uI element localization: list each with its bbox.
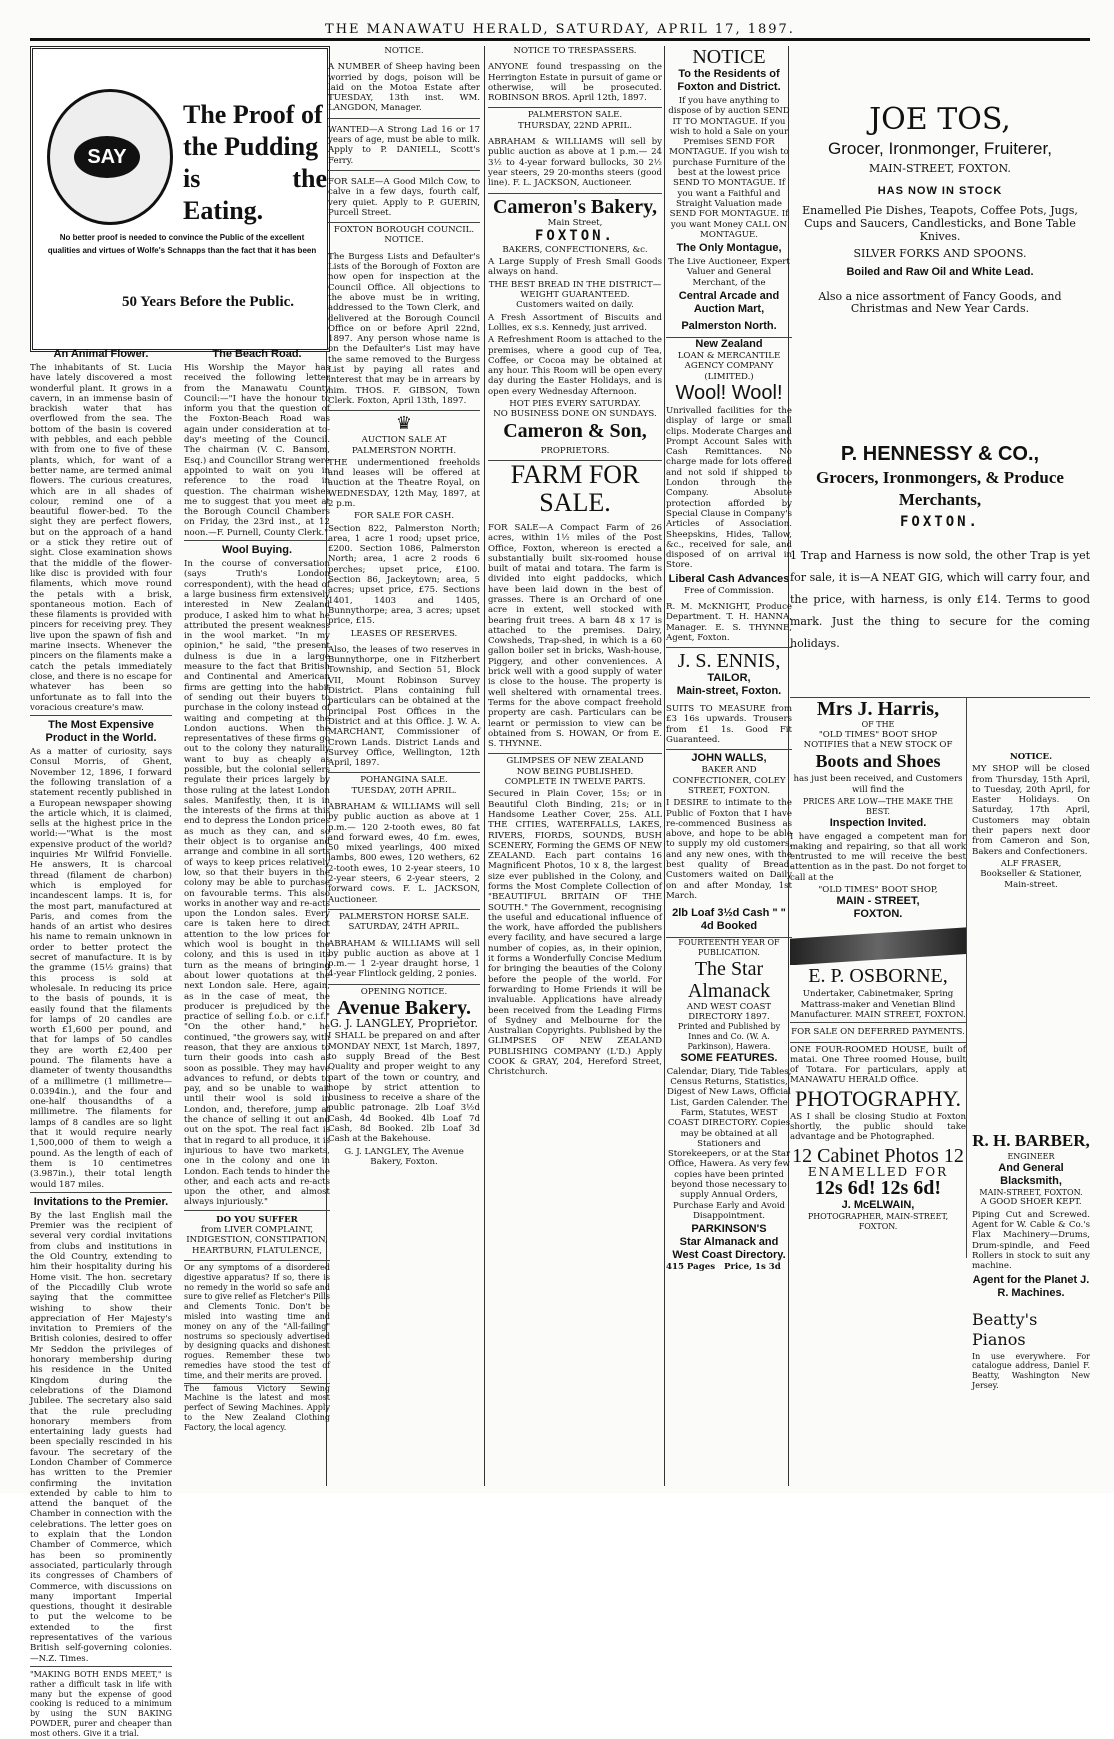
old-times-2: "OLD TIMES" BOOT SHOP,	[818, 885, 938, 896]
ad-line: The Proof of	[183, 100, 323, 129]
avenue-text: I SHALL be prepared on and after MONDAY NEXT, 1st March, 1897, to supply Bread of the Best Quality and proper weight to any part of the town or country, and hope by strict attention to business to receive a share of the public patronage. 2lb Loaf 3½d Cash, 4d Booked. 4lb Loaf 7d Cash, 8d Booked. 2lb Loaf 3d Cash at the Bakehouse.	[328, 1031, 480, 1145]
ad-subtitle: from LIVER COMPLAINT, INDIGESTION, CONSTIPATION, HEARTBURN, FLATULENCE,	[186, 1225, 328, 1256]
only-text: The Live Auctioneer, Expert Valuer and General Merchant, of the	[668, 257, 790, 288]
foxton: FOXTON.	[899, 514, 980, 530]
ad-body: No better proof is needed to convince the Public of the excellent qualities and virtues of Wolfe's Schnapps than the fact that it has been	[47, 233, 317, 255]
article-body: His Worship the Mayor has received the following letter from the Manawatu County Council:—"I have the honour to inform you that the question of the Foxton-Beach Road was again under consideration at to-day's meeting of the Council. The chairman (V. C. Bansom, Esq.) and Councillor Strang were appointed to wait on you in reference to the road in question. The chairman wishes me to suggest that you meet at the Borough Council Chambers on Friday, the 23rd inst., at 12 noon.—F. Purnell, County Clerk."	[184, 363, 330, 538]
palmerston: Palmerston North.	[666, 316, 792, 338]
of-the: OF THE	[861, 720, 895, 729]
parkinson: PARKINSON'S	[691, 1223, 767, 1236]
has-stock: HAS NOW IN STOCK	[877, 185, 1003, 197]
leases-text: Also, the leases of two reserves in Bunnythorpe, one in Fitzherbert Township, and Section 51, Block VII, Mount Robinson Survey District. Plans containing full particulars can be obtained at the principal Post Offices in the District and at this Office. J. W. A. MARCHANT, Commissioner of Crown Lands. District Lands and Survey Office, Wellington, 12th April, 1897.	[328, 641, 480, 774]
notifies: NOTIFIES that a NEW STOCK OF	[803, 740, 953, 751]
say-mouth: SAY	[74, 136, 140, 178]
features: SOME FEATURES.	[680, 1051, 778, 1064]
customers: Customers waited on daily.	[516, 300, 634, 311]
inspection: Inspection Invited.	[829, 816, 927, 829]
leases-title: LEASES OF RESERVES.	[350, 628, 458, 639]
price-12s: 12s 6d! 12s 6d!	[814, 1176, 942, 1199]
psale-title: PALMERSTON SALE.	[527, 110, 623, 121]
article-title: The Beach Road.	[212, 348, 302, 360]
trespass-title: NOTICE TO TRESPASSERS.	[513, 46, 637, 56]
langley-sign: G. J. LANGLEY, The Avenue Bakery, Foxton.	[344, 1146, 464, 1167]
loan-text: Unrivalled facilities for the display of large or small clips. Moderate Charges and Prompt Account Sales with Cash Remittances. No charge made for lots offered and not sold if shipped to London through the Company. Absolute protection afforded by Special Clause in Company's Articles of Association. Sheepskins, Hides, Tallow, &c., received for sale, and disposed of on arrival in Store.	[666, 405, 792, 571]
liver-ad	[184, 1210, 330, 1261]
column-1a	[30, 348, 172, 1738]
fraser-block	[972, 698, 1090, 1393]
oil: Boiled and Raw Oil and White Lead.	[846, 266, 1034, 278]
schnapps-ad-frame	[30, 46, 330, 352]
header-rule	[30, 38, 1090, 41]
column-rule	[664, 46, 665, 1486]
house-text: ONE FOUR-ROOMED HOUSE, built of matai. One Three roomed House, built of Totara. For particulars, apply at MANAWATU HERALD Office.	[790, 1044, 966, 1086]
hotpies: HOT PIES EVERY SATURDAY.	[509, 399, 641, 410]
foxton-2: FOXTON.	[853, 908, 903, 921]
main-street-foxton: Main-street, Foxton.	[676, 685, 782, 698]
nz: New Zealand	[695, 338, 763, 351]
agents: R. M. McKNIGHT, Produce Department. T. H. HANNA, Manager. E. S. THYNNE, Agent, Foxton.	[666, 598, 792, 648]
published: NOW BEING PUBLISHED.	[516, 766, 634, 777]
schnapps-ad	[30, 46, 330, 346]
liver-ad-body: Or any symptoms of a disordered digestive apparatus? If so, there is no remedy in the world so safe and sure to give relief as Fletcher's Pills and Clements Tonic. Don't be misled into wasting time and money on any of the "All-failing" nostrums so speciously advertised by designing quacks and dishonest rogues. Remember these two remedies have stood the test of time, and their merits are proved.	[184, 1262, 331, 1380]
bakers: BAKERS, CONFECTIONERS, &c.	[502, 244, 648, 255]
clown-face-illustration	[47, 89, 173, 225]
article-body: By the last English mail the Premier was the recipient of several very cordial invitations from clubs and institutions in the Old Country, extending to him their hospitality during his Home visit. The hon. secretary of the Piccadilly Club wrote saying that the committee wishing to show their appreciation of Her Majesty's invitation to Premiers of the British colonies, desired to offer Mr Seddon the privileges of honorary membership during his residence in the United Kingdom during the celebrations of the Diamond Jubilee. The secretary also said that the rule precluding honorary members from entertaining lady guests had been specially rescinded in his favour. The secretary of the London Chamber of Commerce has written to the Premier confirming the invitation extended by cable to him to attend the banquet of the Chamber in connection with the celebrations. The letter goes on to explain that the London Chamber of Commerce, which has been so prominently associated, particularly through its congresses of Chambers of Commerce, with discussions on many important Imperial questions, thought it desirable to put the welcome to be extended to the first representatives of the various British self-governing colonies.—N.Z. Times.	[30, 1210, 172, 1664]
price: Price, 1s 3d	[724, 1262, 781, 1273]
borough-notice: NOTICE.	[384, 235, 424, 246]
inspection-text: I have engaged a competent man for making and repairing, so that all work entrusted to me will receive the best attention as in the past. Do not forget to call at the	[790, 831, 966, 883]
column-5	[790, 46, 1090, 1486]
farm-for-sale: FARM FOR SALE.	[510, 459, 640, 517]
printed: Printed and Published by Innes and Co. (W. A. Parkinson), Hawera.	[677, 1022, 781, 1051]
notice-title: NOTICE	[692, 46, 766, 68]
harris: Mrs J. Harris,	[816, 698, 940, 720]
suits: SUITS TO MEASURE from £3 16s upwards. Trousers from £1 1s. Good Fit Guaranteed.	[666, 700, 792, 750]
auction-title: AUCTION SALE AT PALMERSTON NORTH.	[351, 435, 457, 456]
osborne: E. P. OSBORNE,	[808, 965, 948, 988]
biscuits: A Fresh Assortment of Biscuits and Lollies, ex s.s. Kennedy, just arrived.	[488, 312, 662, 333]
hennessy: P. HENNESSY & CO.,	[840, 443, 1040, 465]
barber-text: Piping Cut and Screwed. Agent for W. Cable & Co.'s Flax Machinery—Drums, Drum-spindle, and Feed Rollers in stock to suit any machine.	[972, 1209, 1090, 1272]
silver: SILVER FORKS AND SPOONS.	[853, 247, 1027, 260]
psale-text: ABRAHAM & WILLIAMS will sell by public auction as above at 1 p.m.— 24 3½ to 4-year forward bullocks, 30 2½ year steers, 29 20-months steers (good line). F. L. JACKSON, Auctioneer.	[488, 133, 662, 193]
horse-date: SATURDAY, 24TH APRIL.	[348, 922, 460, 933]
loaf-prices: 2lb Loaf 3½d Cash " " 4d Booked	[666, 903, 792, 938]
planet: Agent for the Planet J. R. Machines.	[972, 1273, 1090, 1299]
enamelled: ENAMELLED FOR	[807, 1164, 949, 1179]
liberal: Liberal Cash Advances	[668, 572, 790, 585]
enamel: Enamelled Pie Dishes, Teapots, Coffee Pots, Jugs, Cups and Saucers, Candlesticks, and Bone Table Knives.	[802, 204, 1078, 243]
pohangina-text: ABRAHAM & WILLIAMS will sell by public auction as above at 1 p.m.— 120 2-tooth ewes, 80 fat and forward ewes, 40 f.m. ewes, 50 mixed yearlings, 400 mixed lambs, 800 ewes, 120 wethers, 62 2-tooth ewes, 10 2-year steers, 10 2-year steers, 6 2-year steers, 2 forward cows. F. L. JACKSON, Auctioneer.	[328, 798, 480, 910]
bookseller: Bookseller & Stationer, Main-street.	[980, 869, 1082, 890]
fourteenth: FOURTEENTH YEAR OF PUBLICATION.	[678, 938, 780, 958]
notice-title: NOTICE.	[384, 46, 424, 56]
borough-title: FOXTON BOROUGH COUNCIL.	[333, 225, 475, 236]
osborne-text: Undertaker, Cabinetmaker, Spring Mattrass-maker and Venetian Blind Manufacturer. MAIN STREET, FOXTON.	[790, 989, 966, 1020]
boots-text: has just been received, and Customers will find the	[793, 774, 963, 795]
cash-title: FOR SALE FOR CASH.	[353, 511, 455, 522]
tailor: TAILOR,	[707, 672, 751, 685]
pages-price	[666, 1262, 792, 1272]
column-rule	[484, 46, 485, 1486]
proprietors: PROPRIETORS.	[488, 442, 662, 461]
horse-title: PALMERSTON HORSE SALE.	[338, 911, 470, 922]
camerons-bakery: Cameron's Bakery,	[492, 195, 658, 218]
grocer: Grocer, Ironmonger, Fruiterer,	[828, 139, 1052, 158]
photographer: PHOTOGRAPHER, MAIN-STREET, FOXTON.	[807, 1211, 949, 1231]
page-header: THE MANAWATU HERALD, SATURDAY, APRIL 17, 1897.	[325, 22, 795, 37]
coffin-illustration	[790, 927, 966, 965]
fraser-text: MY SHOP will be closed from Thursday, 15th April, to Tuesday, 20th April, for Easter Holidays. On Saturday, 17th April, Customers may obtain their papers next door from Cameron and Son, Bakers and Confectioners.	[972, 764, 1090, 857]
article-body: In the course of conversation (says Truth's London correspondent), with the head of a large business firm extensively interested in New Zealand produce, I asked him to what he attributed the present weakness in the wool market. "In my opinion," he said, "the present dulness is due in a large measure to the fact that British and Continental and American firms are getting into the habit of sending out their buyers to purchase in the colony instead of waiting and competing at the London auctions. When the representatives of these firms go out to the colony they naturally want to buy as cheaply as possible, but the colonial sellers regulate their prices largely by those ruling at the latest London sales. Manifestly, then, it is in the interests of the firms at this end to depress the London prices as much as they can, and so their object is to organise and arrange and combine in all sorts of ways to keep prices relatively low, so that their buyers in the colony may be able to purchase on favourable terms. This also works in another way and re-acts upon the London sales. Every care is taken here to direct attention to the low prices for which wool is bought in the colony, and this is used in its turn as the means of bringing about lower quotations at the next London sale. Here, again, as in the case of meat, the producer is prejudiced by the practice of selling f.o.b. or c.i.f." "On the other hand," he continued, "the growers say, with reason, that they are anxious to turn their goods into cash as soon as possible. They may have advances to refund, or debts to pay, and so be unable to wait until their wool is sold in London, and, therefore, jump at the chance of selling it out and out on the spot. The real fact is that in regard to all produce, it is injurious to have two markets, one in the colony and one in London. Each tends to hinder the other, and each acts and re-acts upon the other, and almost always injuriously."	[184, 559, 330, 1208]
article-body: As a matter of curiosity, says Consul Morris, of Ghent, November 12, 1896, I forward the following translation of a statement recently published in a European newspaper showing the article which, it is claimed, sells at the highest price in the world:—"What is the most expensive product of the world? inquiries Mr Wilfrid Fonvielle. He answers, It is charcoal thread (filament de charbon) which is employed for incandescent lamps. It is, for the most part, manufactured at Paris, and comes from the hands of an artist who desires his name to remain unknown in order to better protect the secret of manufacture. It is by the gramme (15½ grains) that this process is sold at wholesale. In reducing its price to the basis of pounds, it is easily found that the filaments for lamps of 20 candles are worth £1,600 per pound, and that for lamps of 50 candles they are worth £2,400 per pound. The filaments have a diameter of twenty thousandths of a millimetre (1 millimetre—0.0394in.), and the four and one-half thousandths of a millimetre. The filaments for lamps of 8 candles are so light that it would require nearly 1,500,000 of them to weigh a pound. As the length of each of them is 10 centimetres (3.987in.), their total length would 187 miles.	[30, 747, 172, 1190]
grocers: Grocers, Ironmongers, & Produce Merchants,	[816, 468, 1064, 509]
ad-line: is the Eating.	[183, 164, 327, 225]
twelve-parts: COMPLETE IN TWELVE PARTS.	[504, 777, 646, 788]
borough-text: The Burgess Lists and Defaulter's Lists of the Borough of Foxton are now open for inspection at the Council Office. All objections to the above must be in writing, addressed to the Town Clerk, and delivered at the Borough Council Office on or before April 22nd, 1897. Any person whose name is on the Defaulter's List may have the same removed to the Burgess List by paying all rates and interest that may be in arrears by him. THOS. F. GIBSON, Town Clerk. Foxton, April 13th, 1897.	[328, 248, 480, 411]
foxton: FOXTON.	[534, 227, 615, 244]
trespass-text: ANYONE found trespassing on the Herrington Estate in pursuit of game or otherwise, will be prosecuted. ROBINSON BROS. April 12th, 1897.	[488, 58, 662, 108]
old-times: "OLD TIMES" BOOT SHOP	[818, 729, 938, 740]
farm-text: FOR SALE—A Compact Farm of 26 acres, within 1½ miles of the Post Office, Foxton, whereon is erected a substantially built six-roomed house built of matai and totara. The farm is divided into eight paddocks, which have been laid down in the best of grasses. There is an Orchard of one acre in extent, well stocked with bearing fruit trees. A barn 48 x 17 is attached to the premises. Dairy, Cowsheds, Trap-shed, in which is a 60 gallon boiler set in bricks, Wash-house, Piggery, and other conveniences. A brick well with a good supply of water is close to the house. The property is well sheltered with ornamental trees. Terms for the above compact freehold property are cash. Particulars can be learnt or permission to view can be obtained from S. HOWAN, Or from E. S. THYNNE.	[488, 519, 662, 755]
auction-text: THE undermentioned freeholds and leases will be offered at auction at the Theatre Royal, on WEDNESDAY, 12th May, 1897, at 2 p.m.	[328, 457, 480, 509]
pages: 415 Pages	[666, 1262, 716, 1273]
article-title: An Animal Flower.	[53, 348, 149, 360]
column-2	[328, 46, 480, 1486]
barber-street: MAIN-STREET, FOXTON.	[979, 1187, 1083, 1197]
ad-years: 50 Years Before the Public.	[121, 294, 295, 310]
horse-text: ABRAHAM & WILLIAMS will sell by public auction as above at 1 p.m.— 1 2-year draught horse, 1 4-year Flintlock gelding, 2 ponies.	[328, 935, 480, 985]
best-bread: THE BEST BREAD IN THE DISTRICT—WEIGHT GUARANTEED.	[488, 279, 662, 301]
harris-block	[790, 698, 967, 1258]
prices-low: PRICES ARE LOW—THE MAKE THE BEST.	[802, 796, 953, 816]
cameron-son: Cameron & Son,	[503, 419, 647, 442]
joe-tos: JOE TOS,	[869, 102, 1011, 137]
langley-proprietor: G. J. LANGLEY, Proprietor.	[330, 1017, 478, 1031]
wool-wool: Wool! Wool!	[675, 381, 783, 404]
pohangina-title: POHANGINA SALE.	[360, 775, 448, 786]
cow-for-sale: FOR SALE—A Good Milch Cow, to calve in a few days, fourth calf, very quiet. Apply to P. GUERIN, Purcell Street.	[328, 173, 480, 223]
mcelwain: J. McELWAIN,	[841, 1198, 915, 1211]
only-montague: The Only Montague,	[676, 242, 782, 255]
article-title: Wool Buying.	[184, 540, 330, 557]
walls-sub: BAKER AND CONFECTIONER, COLEY STREET, FOXTON.	[672, 765, 786, 796]
shoer: A GOOD SHOER KEPT.	[980, 1197, 1082, 1208]
john-walls: JOHN WALLS,	[691, 752, 767, 765]
sheep-notice: A NUMBER of Sheep having been worried by dogs, poison will be laid on the Motoa Estate after TUESDAY, 13th inst. WM. LANGDON, Manager.	[328, 58, 480, 118]
blacksmith: And General Blacksmith,	[998, 1161, 1064, 1187]
cash-text: Section 822, Palmerston North; area, 1 acre 1 rood; upset price, £200. Section 1086, Palmerston North; area, 1 acre 2 roods 6 perches; upset price, £100. Section 86, Jackeytown; area, 5 acres; upset price, £75. Sections 1401, 1403 and 1405, Bunnythorpe; area, 3 acres; upset price, £15.	[328, 523, 480, 627]
sewing-machine-ad: The famous Victory Sewing Machine is the latest and most perfect of Sewing Machines. Apply to the New Zealand Clothing Factory, the local agency.	[184, 1383, 330, 1432]
free-commission: Free of Commission.	[684, 585, 774, 596]
loan-company: LOAN & MERCANTILE AGENCY COMPANY (LIMITED.)	[677, 351, 781, 382]
walls-text: I DESIRE to intimate to the Public of Foxton that I have re-commenced Business as above, and hope to be able to supply my old customers, and any new ones, with the best quality of Bread. Customers waited on Daily on and after Monday, 1st March.	[666, 798, 792, 901]
article-title: The Most Expensive Product in the World.	[30, 715, 172, 745]
central-arcade: Central Arcade and Auction Mart,	[678, 290, 780, 316]
glimpses-text: Secured in Plain Cover, 15s; or in Beautiful Cloth Binding, 21s; or in Handsome Leather Cover, 25s. ALL THE CITIES, WATERFALLS, LAKES, RIVERS, FIORDS, SOUNDS, BUSH SCENERY, Forming the GEMS OF NEW ZEALAND. Each part contains 16 Magnificent Photos, 10 x 8, the largest size ever published in the Colony, and forms the Most Complete Collection of "BEAUTIFUL BRITAIN OF THE SOUTH." The Government, recognising the useful and educational influence of the work, have afforded the publishers every facility, and have secured a large number of copies, as, in their opinion, it forms a Wonderfully Concise Medium for bringing the beauties of the Colony before the people of the world. For forwarding to Home Friends it will be invaluable. Applications have already been received from the Leading Firms of Sydney and Melbourne for the Australian Copyrights. Published by the GLIMPSES OF NEW ZEALAND PUBLISHING COMPANY (L'D.) Apply COOK & GRAY, 204, Hereford Street, Christchurch.	[488, 789, 662, 1078]
star-almanack-2: Star Almanack and West Coast Directory.	[672, 1236, 786, 1262]
alf-fraser: ALF FRASER,	[1000, 858, 1062, 869]
glimpses-title: GLIMPSES OF NEW ZEALAND	[506, 756, 644, 767]
beatty: Beatty's Pianos	[972, 1309, 1038, 1349]
montague-text: If you have anything to dispose of by auction SEND IT TO MONTAGUE. If you wish to hold a Sale on your Premises SEND FOR MONTAGUE. If you wish to purchase Furniture of the best at the lowest price SEND TO MONTAGUE. If you want a Faithful and Straight Valuation made SEND FOR MONTAGUE. If you want Money CALL ON MONTAGUE.	[668, 96, 790, 240]
nobusiness: NO BUSINESS DONE ON SUNDAYS.	[493, 409, 657, 420]
residents: To the Residents of Foxton and District.	[677, 68, 781, 93]
ennis: J. S. ENNIS,	[677, 650, 781, 673]
photography: PHOTOGRAPHY.	[794, 1085, 962, 1111]
engineer: ENGINEER	[1007, 1151, 1055, 1161]
ad-title: DO YOU SUFFER	[216, 1214, 298, 1225]
article-title: Invitations to the Premier.	[30, 1192, 172, 1209]
deferred: FOR SALE ON DEFERRED PAYMENTS.	[790, 1022, 966, 1042]
refreshment: A Refreshment Room is attached to the premises, where a good cup of Tea, Coffee, or Cocoa may be obtained at any hour. This Room will be open every day during the Easter Holidays, and is open every Wednesday Afternoon.	[488, 335, 662, 397]
ad-headline	[183, 99, 327, 227]
boots-shoes: Boots and Shoes	[815, 751, 941, 772]
wanted-ad: WANTED—A Strong Lad 16 or 17 years of age, must be able to milk. Apply to P. DANIELL, Scott's Ferry.	[328, 121, 480, 171]
ad-line: the Pudding	[183, 132, 319, 161]
star-almanack: The Star Almanack	[687, 957, 771, 1002]
beatty-text: In use everywhere. For catalogue address, Daniel F. Beatty, Washington New Jersey.	[972, 1351, 1090, 1390]
barber: R. H. BARBER,	[972, 1130, 1090, 1150]
trap-text: 1 Trap and Harness is now sold, the other Trap is yet for sale, it is—A NEAT GIG, which will carry four, and the price, with harness, is only £14. Terms to good mark. Just the thing to secure for the coming holidays.	[790, 549, 1090, 650]
article-body: The inhabitants of St. Lucia have lately discovered a most wonderful plant. It grows in a cavern, in an immense basin of brackish water that has overflowed from the sea. The bottom of the basin is covered with pebbles, and each pebble with from one to five of these plants, which, for want of a better name, are termed animal flowers. The curious creatures, which are in all shades of colour, remind one of a beautiful flower-bed. To the sight they are perfect flowers, but on the approach of a hand or a stick they retire out of sight. Close examination shows that the middle of the flower-like disc is provided with four filaments, which move round the petals with a brisk, spontaneous motion. Each of these filaments is provided with pincers for receiving prey. They live upon the spawn of fish and marine insects. Whenever the pincers on the filaments make a catch the petals immediately close, and there is no escape for whatever has been so unfortunate as to fall into the voracious creature's maw.	[30, 363, 172, 713]
main-street: MAIN-STREET, FOXTON.	[869, 162, 1011, 175]
fancy: Also a nice assortment of Fancy Goods, and Christmas and New Year Cards.	[818, 290, 1062, 315]
lower-ads	[790, 698, 1090, 1390]
opening-title: OPENING NOTICE.	[360, 986, 448, 997]
column-4	[666, 46, 792, 1486]
notice-2: NOTICE.	[1009, 752, 1053, 762]
main-street-2: MAIN - STREET,	[836, 895, 920, 908]
features-text: Calendar, Diary, Tide Tables, Census Returns, Statistics, Digest of New Laws, Official List, Garden Calender. The Farm, Statutes, WEST COAST DIRECTORY. Copies may be obtained at all Stationers and Storekeepers, or at the Star Office, Hawera. As very few copies have been printed beyond those necessary to supply Annual Orders, Purchase Early and Avoid Disappointment.	[666, 1066, 792, 1221]
column-3	[488, 46, 662, 1486]
avenue-bakery-title: Avenue Bakery.	[336, 997, 472, 1020]
pohangina-date: TUESDAY, 20TH APRIL.	[351, 785, 457, 796]
baking-powder-ad: "MAKING BOTH ENDS MEET," is rather a difficult task in life with many but the expense of good cooking is reduced to a minimum by using the SUN BAKING POWDER, purer and cheaper than most others. Give it a trial.	[30, 1666, 172, 1739]
bread-text: A Large Supply of Fresh Small Goods always on hand.	[488, 257, 662, 278]
psale-date: THURSDAY, 22ND APRIL.	[518, 120, 632, 131]
crest-icon: ♛	[395, 413, 413, 435]
photo-text: AS I shall be closing Studio at Foxton shortly, the public should take advantage and be Photographed.	[790, 1111, 966, 1143]
west-coast: AND WEST COAST DIRECTORY 1897.	[686, 1001, 772, 1023]
column-1b	[184, 348, 330, 1486]
cabinet-photos: 12 Cabinet Photos 12	[792, 1144, 964, 1167]
main-street: Main Street,	[547, 217, 603, 228]
